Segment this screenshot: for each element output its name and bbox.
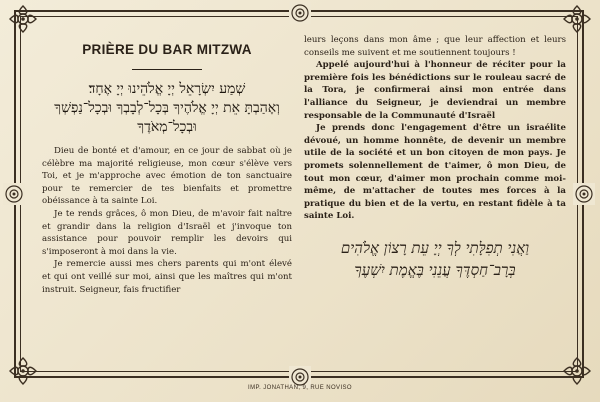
paragraph: Je remercie aussi mes chers parents qui m'ont élevé et qui ont veillé sur moi, ainsi que les maîtres qui m'ont instruit. Seigneur, fais fructifier bbox=[42, 259, 292, 295]
corner-ornament-icon bbox=[560, 2, 594, 36]
rosette-ornament-icon bbox=[289, 2, 311, 24]
corner-ornament-icon bbox=[560, 354, 594, 388]
left-column bbox=[42, 34, 292, 296]
title-divider bbox=[132, 69, 202, 70]
paragraph: Dieu de bonté et d'amour, en ce jour de sabbat où je célèbre ma majorité religieuse, mon cœur s'élève vers Toi, et je m'approche avec émotion de ton sanctuaire pour te remercier de tes bienfaits et promettre obéissance à ta sainte Loi. bbox=[42, 146, 292, 207]
hebrew-line: וּבְכָל־מְאֹדֶךָ bbox=[137, 119, 197, 135]
hebrew-line: בְּרָב־חַסְדֶּךָ עֲנֵנִי בֶּאֱמֶת יִשְׁעֶךָ bbox=[354, 260, 516, 279]
hebrew-opening bbox=[42, 80, 292, 137]
hebrew-line: וְאָהַבְתָּ אֵת יְיָ אֱלֹהֶיךָ בְּכָל־לְבָבְךָ וּבְכָל־נַפְשְׁךָ bbox=[54, 100, 280, 116]
page-title: PRIÈRE DU BAR MITZWA bbox=[82, 42, 252, 57]
hebrew-closing bbox=[304, 237, 566, 281]
paragraph: Je prends donc l'engagement d'être un israélite dévoué, un homme honnête, de devenir un membre utile de la société et un bon citoyen de mon pays. Je promets solennellement de t'aimer, ô mon Dieu, de tout mon cœur, d'aimer mon prochain comme moi-même, de m'attacher de toutes mes forces à la pratique du bien et de la vertu, en restant fidèle à ta sainte Loi. bbox=[304, 123, 566, 222]
right-column bbox=[304, 34, 566, 281]
rosette-ornament-icon bbox=[3, 183, 25, 205]
paragraph: leurs leçons dans mon âme ; que leur affection et leurs conseils me suivent et me soutiennent toujours ! bbox=[304, 35, 566, 58]
corner-ornament-icon bbox=[6, 354, 40, 388]
paragraph: Appelé aujourd'hui à l'honneur de réciter pour la première fois les bénédictions sur le rouleau sacré de la Tora, je confirmerai ainsi mon entrée dans l'alliance du Seigneur, je deviendrai un membre responsable de la Communauté d'Israël bbox=[304, 60, 566, 121]
hebrew-line: וַאֲנִי תְפִלָּתִי לְךָ יְיָ עֵת רָצוֹן אֱלֹהִים bbox=[340, 238, 530, 257]
printer-imprint: IMP. JONATHAN, 9, RUE NOVISO bbox=[248, 385, 352, 391]
corner-ornament-icon bbox=[6, 2, 40, 36]
hebrew-line: שְׁמַע יִשְׂרָאֵל יְיָ אֱלֹהֵינוּ יְיָ אֶחָד׃ bbox=[88, 81, 246, 97]
paragraph: Je te rends grâces, ô mon Dieu, de m'avoir fait naître et grandir dans la religion d'Israël et j'invoque ton assistance pour pouvoir remplir les devoirs qui s'imposeront à moi dans la vie. bbox=[42, 208, 292, 257]
rosette-ornament-icon bbox=[573, 183, 595, 205]
